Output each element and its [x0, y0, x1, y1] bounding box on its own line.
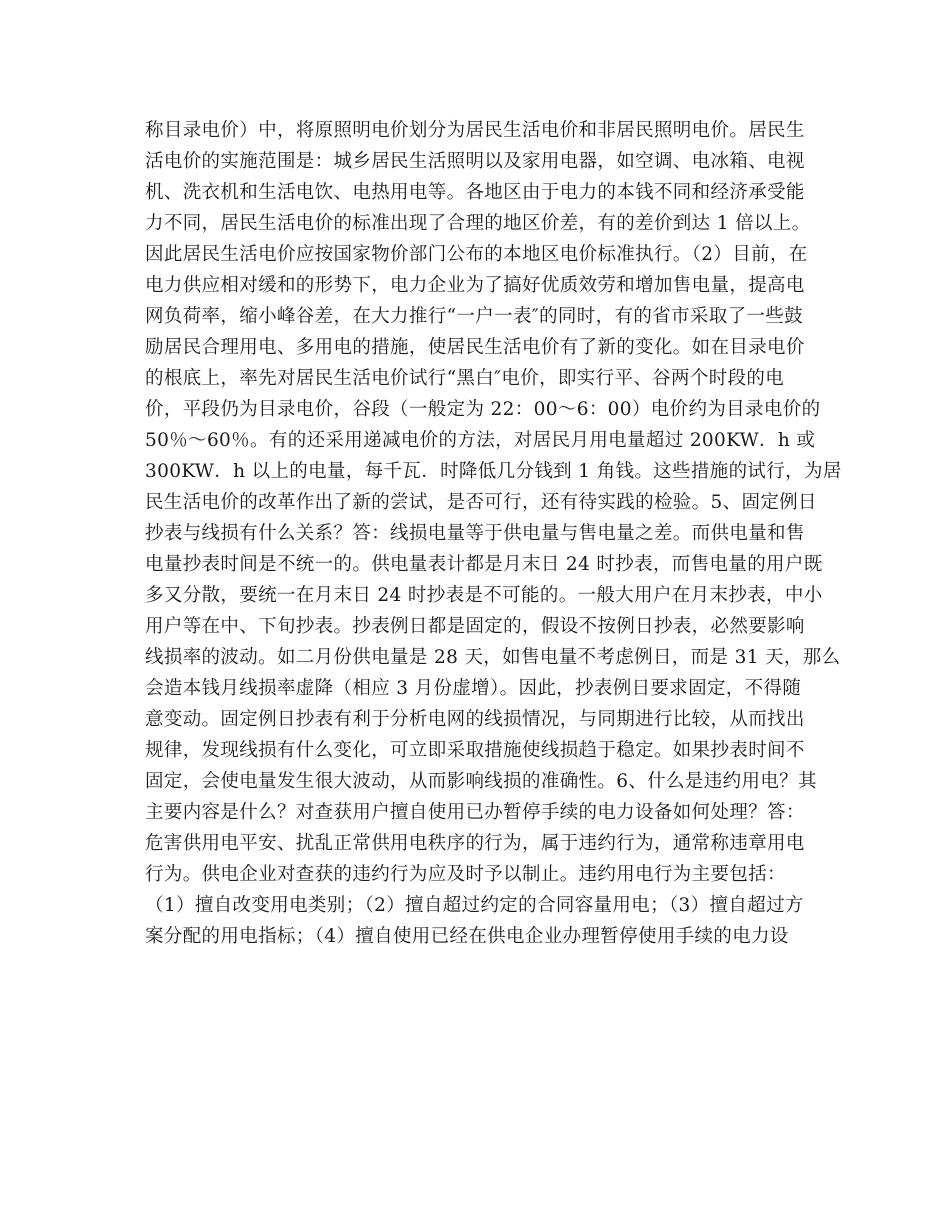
text-line: 会造本钱月线损率虚降（相应 3 月份虚增）。因此，抄表例日要求固定，不得随: [145, 678, 802, 699]
text-line: 机、洗衣机和生活电饮、电热用电等。各地区由于电力的本钱不同和经济承受能: [145, 182, 805, 203]
text-line: 因此居民生活电价应按国家物价部门公布的本地区电价标准执行。（2）目前，在: [145, 244, 808, 265]
text-line: 用户等在中、下旬抄表。抄表例日都是固定的，假设不按例日抄表，必然要影响: [145, 616, 805, 637]
text-line: 意变动。固定例日抄表有利于分析电网的线损情况，与同期进行比较，从而找出: [145, 709, 805, 730]
text-line: 民生活电价的改革作出了新的尝试，是否可行，还有待实践的检验。5、固定例日: [145, 492, 817, 513]
text-line: 50％～60％。有的还采用递减电价的方法，对居民月用电量超过 200KW．h 或: [145, 430, 816, 451]
text-line: 案分配的用电指标；（4）擅自使用已经在供电企业办理暂停使用手续的电力设: [145, 926, 789, 947]
text-line: 励居民合理用电、多用电的措施，使居民生活电价有了新的变化。如在目录电价: [145, 337, 805, 358]
body-text: [145, 115, 842, 952]
text-line: 活电价的实施范围是：城乡居民生活照明以及家用电器，如空调、电冰箱、电视: [145, 151, 805, 172]
text-line: 的根底上，率先对居民生活电价试行“黑白″电价，即实行平、谷两个时段的电: [145, 368, 785, 389]
text-line: 力不同，居民生活电价的标准出现了合理的地区价差，有的差价到达 1 倍以上。: [145, 213, 811, 234]
text-line: 抄表与线损有什么关系？答：线损电量等于供电量与售电量之差。而供电量和售: [145, 523, 805, 544]
text-line: 多又分散，要统一在月末日 24 时抄表是不可能的。一般大用户在月末抄表，中小: [145, 585, 823, 606]
text-line: 固定，会使电量发生很大波动，从而影响线损的准确性。6、什么是违约用电？其: [145, 771, 817, 792]
text-line: 主要内容是什么？对查获用户擅自使用已办暂停手续的电力设备如何处理？答：: [145, 802, 805, 823]
text-line: 网负荷率，缩小峰谷差，在大力推行“一户一表″的同时，有的省市采取了一些鼓: [145, 306, 803, 327]
text-line: 危害供用电平安、扰乱正常供用电秩序的行为，属于违约行为，通常称违章用电: [145, 833, 805, 854]
text-line: 电力供应相对缓和的形势下，电力企业为了搞好优质效劳和增加售电量，提高电: [145, 275, 805, 296]
text-line: 线损率的波动。如二月份供电量是 28 天，如售电量不考虑例日，而是 31 天，那么: [145, 647, 841, 668]
text-line: 称目录电价）中，将原照明电价划分为居民生活电价和非居民照明电价。居民生: [145, 120, 805, 141]
text-line: 规律，发现线损有什么变化，可立即采取措施使线损趋于稳定。如果抄表时间不: [145, 740, 805, 761]
text-line: 300KW．h 以上的电量，每千瓦．时降低几分钱到 1 角钱。这些措施的试行，为居: [145, 461, 842, 482]
text-line: 价，平段仍为目录电价，谷段（一般定为 22：00～6：00）电价约为目录电价的: [145, 399, 821, 420]
text-line: （1）擅自改变用电类别；（2）擅自超过约定的合同容量用电；（3）擅自超过方: [145, 895, 804, 916]
text-line: 行为。供电企业对查获的违约行为应及时予以制止。违约用电行为主要包括：: [145, 864, 786, 885]
text-line: 电量抄表时间是不统一的。供电量表计都是月末日 24 时抄表，而售电量的用户既: [145, 554, 823, 575]
